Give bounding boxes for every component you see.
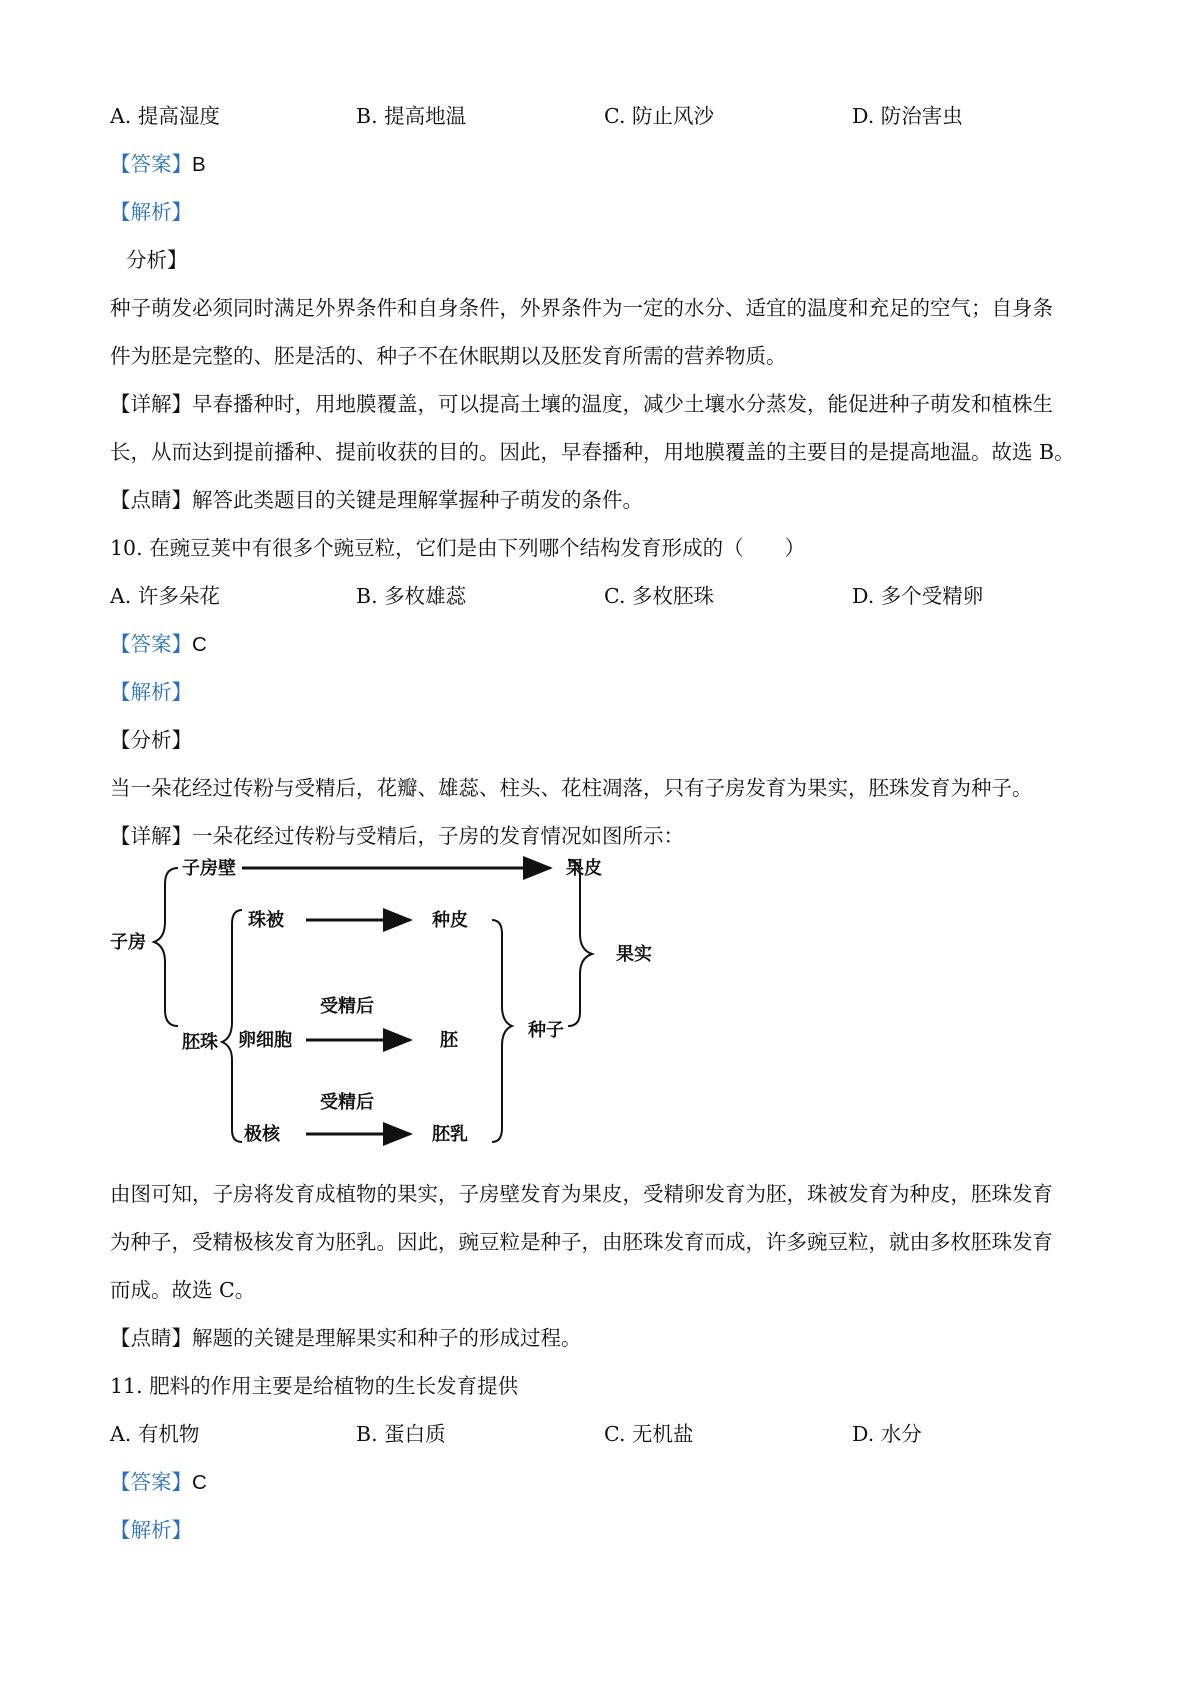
q10-option-d: D. 多个受精卵	[852, 584, 984, 608]
q10-answer-label: 【答案】	[110, 632, 192, 656]
q10-analysis-label: 【解析】	[110, 680, 192, 704]
q11-option-a: A. 有机物	[110, 1422, 200, 1446]
label-fruit: 果实	[616, 944, 652, 965]
q11-analysis-label: 【解析】	[110, 1518, 192, 1542]
q11-option-d: D. 水分	[852, 1422, 922, 1446]
q9-fenxi-label: 分析】	[126, 248, 188, 272]
q9-fenxi-text-2: 件为胚是完整的、胚是活的、种子不在休眠期以及胚发育所需的营养物质。	[110, 344, 787, 368]
label-after-fert-2: 受精后	[320, 1092, 374, 1113]
label-egg-cell: 卵细胞	[238, 1030, 292, 1051]
ovary-development-diagram	[110, 850, 750, 1170]
label-integument: 珠被	[248, 910, 284, 931]
q9-analysis-label: 【解析】	[110, 200, 192, 224]
q9-answer-value: B	[192, 153, 206, 176]
label-ovule: 胚珠	[182, 1032, 218, 1053]
q10-conclusion-2: 为种子，受精极核发育为胚乳。因此，豌豆粒是种子，由胚珠发育而成，许多豌豆粒，就由多枚胚珠发育	[110, 1230, 1053, 1254]
q10-answer	[110, 630, 1110, 659]
q9-detail-2: 长，从而达到提前播种、提前收获的目的。因此，早春播种，用地膜覆盖的主要目的是提高地温。故选 B。	[110, 440, 1075, 464]
q11-answer	[110, 1468, 1110, 1497]
q10-answer-value: C	[192, 633, 207, 656]
ovary-brace	[154, 868, 178, 1026]
label-seed-coat: 种皮	[432, 910, 468, 931]
q9-option-b: B. 提高地温	[356, 104, 467, 128]
q11-question: 11. 肥料的作用主要是给植物的生长发育提供	[110, 1374, 519, 1398]
q9-answer	[110, 150, 1110, 179]
q10-fenxi-text: 当一朵花经过传粉与受精后，花瓣、雄蕊、柱头、花柱凋落，只有子房发育为果实，胚珠发育为种子。	[110, 776, 1033, 800]
q10-conclusion-3: 而成。故选 C。	[110, 1278, 256, 1302]
q9-detail-1: 【详解】早春播种时，用地膜覆盖，可以提高土壤的温度，减少土壤水分蒸发，能促进种子萌发和植株生	[110, 392, 1053, 416]
seed-brace	[492, 920, 512, 1142]
q10-conclusion-1: 由图可知，子房将发育成植物的果实，子房壁发育为果皮，受精卵发育为胚，珠被发育为种皮，胚珠发育	[110, 1182, 1053, 1206]
label-pericarp: 果皮	[566, 858, 602, 879]
q10-option-a: A. 许多朵花	[110, 584, 220, 608]
fruit-brace	[568, 860, 592, 1026]
label-after-fert-1: 受精后	[320, 996, 374, 1017]
q9-option-d: D. 防治害虫	[852, 104, 963, 128]
q10-fenxi-label: 【分析】	[110, 728, 192, 752]
label-embryo: 胚	[440, 1030, 458, 1051]
label-polar-nuclei: 极核	[244, 1124, 280, 1145]
q9-dianjing: 【点睛】解答此类题目的关键是理解掌握种子萌发的条件。	[110, 488, 643, 512]
q11-answer-value: C	[192, 1471, 207, 1494]
label-endosperm: 胚乳	[432, 1124, 468, 1145]
q11-option-c: C. 无机盐	[604, 1422, 694, 1446]
q9-fenxi-text-1: 种子萌发必须同时满足外界条件和自身条件，外界条件为一定的水分、适宜的温度和充足的空气；自身条	[110, 296, 1053, 320]
q11-option-b: B. 蛋白质	[356, 1422, 446, 1446]
q9-option-a: A. 提高湿度	[110, 104, 220, 128]
label-ovary-wall: 子房壁	[182, 858, 236, 879]
label-ovary: 子房	[110, 932, 146, 953]
q11-answer-label: 【答案】	[110, 1470, 192, 1494]
q9-option-c: C. 防止风沙	[604, 104, 714, 128]
q10-option-c: C. 多枚胚珠	[604, 584, 714, 608]
ovule-brace	[222, 910, 242, 1142]
q10-detail-intro: 【详解】一朵花经过传粉与受精后，子房的发育情况如图所示：	[110, 824, 684, 848]
q10-dianjing: 【点睛】解题的关键是理解果实和种子的形成过程。	[110, 1326, 582, 1350]
q10-question: 10. 在豌豆荚中有很多个豌豆粒，它们是由下列哪个结构发育形成的（ ）	[110, 536, 806, 560]
label-seed: 种子	[528, 1020, 564, 1041]
q9-answer-label: 【答案】	[110, 152, 192, 176]
q10-option-b: B. 多枚雄蕊	[356, 584, 467, 608]
